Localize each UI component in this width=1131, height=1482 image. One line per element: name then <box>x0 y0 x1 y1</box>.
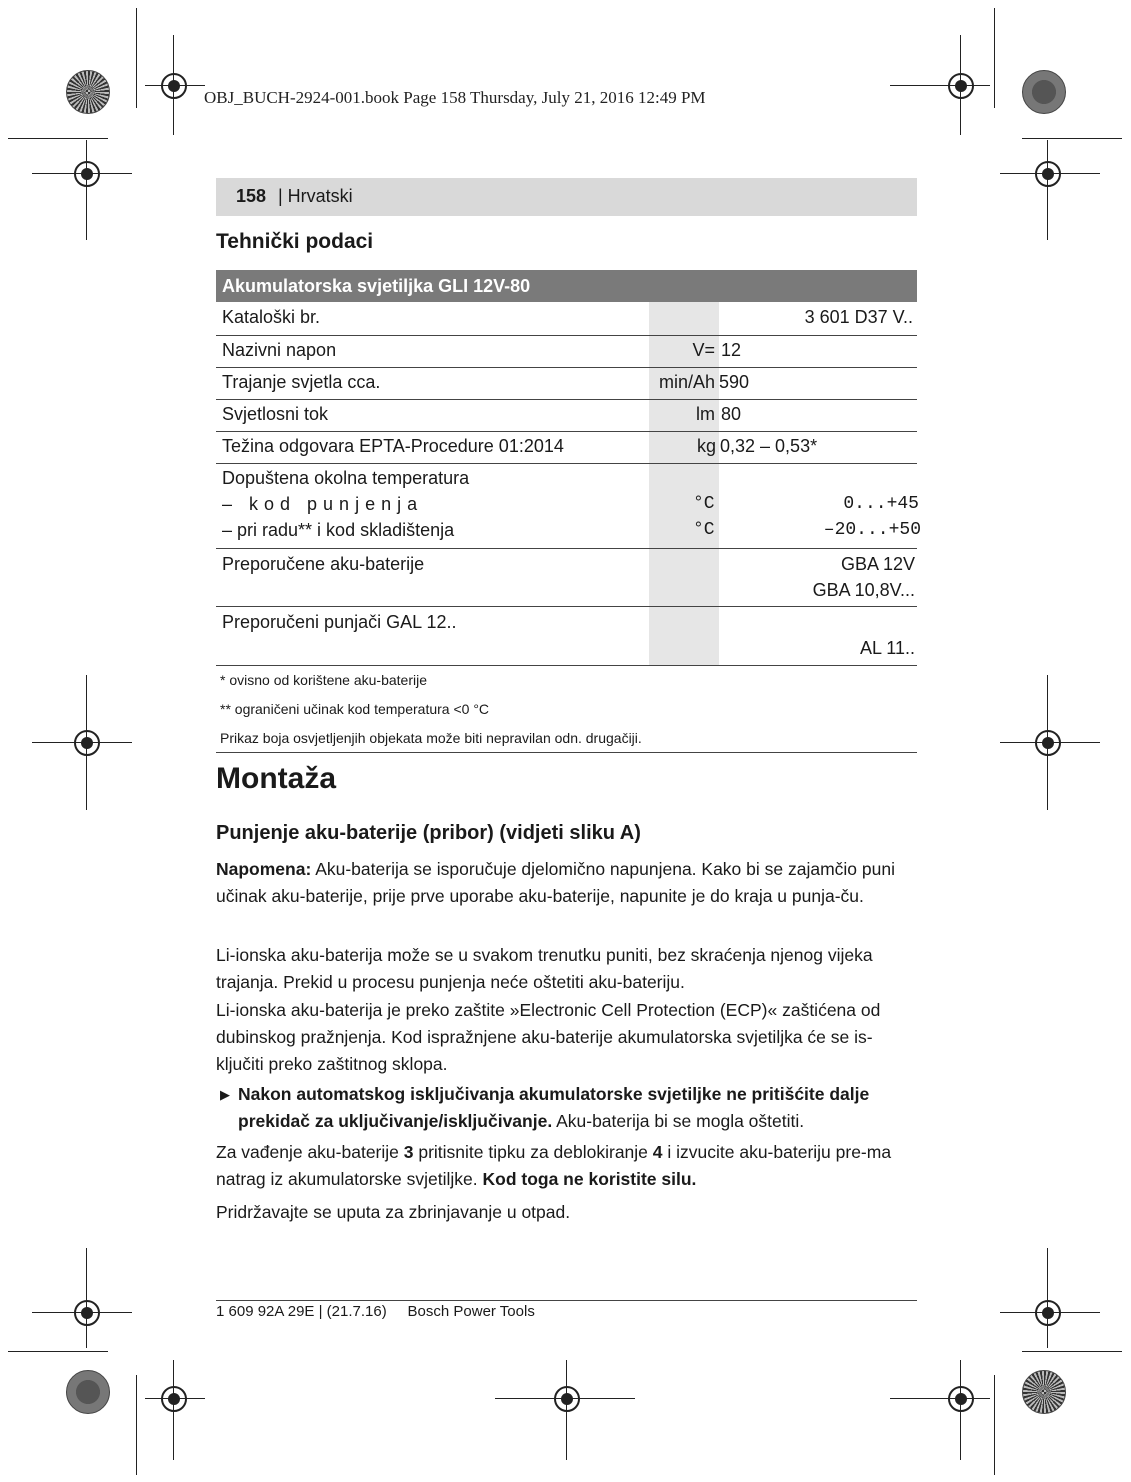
batteries-label: Preporučene aku-baterije <box>222 554 425 574</box>
chargers-value: AL 11.. <box>859 638 915 658</box>
operating-unit: °C <box>693 520 715 540</box>
table-row-unit: min/Ah <box>658 372 715 392</box>
charging-value: 0...+45 <box>843 494 919 514</box>
table-row-label: Kataloški br. <box>222 307 321 327</box>
table-row-unit: V= <box>692 340 715 360</box>
table-row-unit: kg <box>696 436 716 456</box>
table-header <box>216 270 917 302</box>
table-row-value: 12 <box>721 340 742 360</box>
batteries-value-1: GBA 12V <box>840 554 915 574</box>
crosshair-icon <box>161 73 187 99</box>
subsection-heading: Punjenje aku-baterije (pribor) (vidjeti sliku A) <box>216 822 641 844</box>
temperature-label: Dopuštena okolna temperatura <box>222 468 470 488</box>
footnote: Prikaz boja osvjetljenjih objekata može biti nepravilan odn. drugačiji. <box>220 730 642 746</box>
table-divider <box>216 463 917 464</box>
crosshair-icon <box>1035 161 1061 187</box>
note-text: Aku-baterija se isporučuje djelomično napunjena. Kako bi se zajamčio puni učinak aku-baterije, prije prve uporabe aku-baterije, napunite je do kraja u punja-ču. <box>216 859 895 906</box>
page-language: | Hrvatski <box>278 186 353 206</box>
paragraph: Pridržavajte se uputa za zbrinjavanje u otpad. <box>216 1202 571 1222</box>
tech-data-heading: Tehnički podaci <box>216 230 374 253</box>
color-bar-icon <box>1022 70 1066 114</box>
table-row-value: 3 601 D37 V.. <box>804 307 913 327</box>
table-row-value: 0,32 – 0,53* <box>720 436 818 456</box>
table-divider <box>216 548 917 549</box>
section-heading: Montaža <box>216 762 336 795</box>
crosshair-icon <box>74 730 100 756</box>
crosshair-icon <box>948 1386 974 1412</box>
note-label: Napomena: <box>216 859 312 879</box>
crosshair-icon <box>74 161 100 187</box>
paragraph: Li-ionska aku-baterija je preko zaštite »Electronic Cell Protection (ECP)« zaštićena od dubinskog pražnjenja. Kod ispražnjene aku-baterije akumulatorska svjetiljka će se is-ključiti preko zaštitnog sklopa. <box>216 1000 881 1074</box>
color-bar-icon <box>1022 1370 1066 1414</box>
crosshair-icon <box>554 1386 580 1412</box>
table-row-label: Trajanje svjetla cca. <box>222 372 381 392</box>
table-row-label: Svjetlosni tok <box>222 404 329 424</box>
footnote: * ovisno od korištene aku-baterije <box>220 672 428 688</box>
table-divider <box>216 367 917 368</box>
table-divider <box>216 399 917 400</box>
table-divider <box>216 606 917 607</box>
crosshair-icon <box>1035 730 1061 756</box>
paragraph-removal <box>216 1139 917 1193</box>
warning-bold: Nakon automatskog isključivanja akumulatorske svjetiljke ne pritišćite dalje prekidač za uključivanje/isključivanje. <box>238 1084 870 1131</box>
crosshair-icon <box>1035 1300 1061 1326</box>
ref-number: 3 <box>403 1142 414 1162</box>
warning-item <box>216 1081 917 1135</box>
removal-text: Za vađenje aku-baterije <box>216 1142 404 1162</box>
table-row-label: Težina odgovara EPTA-Procedure 01:2014 <box>222 436 564 456</box>
chargers-label: Preporučeni punjači GAL 12.. <box>222 612 457 632</box>
bullet-icon: ▶ <box>220 1087 230 1102</box>
warning-text: Aku-baterija bi se mogla oštetiti. <box>552 1111 805 1131</box>
table-row-label: Nazivni napon <box>222 340 337 360</box>
table-divider <box>216 665 917 666</box>
table-row-value: 80 <box>721 404 742 424</box>
operating-value: –20...+50 <box>823 520 921 540</box>
page-band <box>216 178 917 216</box>
table-divider <box>216 335 917 336</box>
paragraph-note <box>216 856 917 910</box>
footnote: ** ograničeni učinak kod temperatura <0 °C <box>220 701 490 717</box>
crosshair-icon <box>161 1386 187 1412</box>
batteries-value-2: GBA 10,8V... <box>812 580 915 600</box>
charging-unit: °C <box>693 494 715 514</box>
operating-label: – pri radu** i kod skladištenja <box>222 520 455 540</box>
removal-warning: Kod toga ne koristite silu. <box>482 1169 697 1189</box>
footer-divider <box>216 1300 917 1301</box>
book-header: OBJ_BUCH-2924-001.book Page 158 Thursday, July 21, 2016 12:49 PM <box>204 88 706 107</box>
charging-label: – kod punjenja <box>222 494 424 514</box>
page-footer: 1 609 92A 29E | (21.7.16) Bosch Power Tools <box>216 1303 535 1320</box>
table-row-value: 590 <box>719 372 750 392</box>
ref-number: 4 <box>652 1142 663 1162</box>
page-number: 158 <box>236 186 267 206</box>
removal-text: i izvucite aku-bateriju pre-ma natrag iz akumulatorske svjetiljke. <box>216 1142 892 1189</box>
crosshair-icon <box>948 73 974 99</box>
color-bar-icon <box>66 1370 110 1414</box>
paragraph: Li-ionska aku-baterija može se u svakom trenutku puniti, bez skraćenja njenog vijeka trajanja. Prekid u procesu punjenja neće oštetiti aku-bateriju. <box>216 945 873 992</box>
table-row-unit: lm <box>696 404 715 424</box>
footnote-divider <box>216 752 917 753</box>
table-divider <box>216 431 917 432</box>
crosshair-icon <box>74 1300 100 1326</box>
table-title: Akumulatorska svjetiljka GLI 12V-80 <box>222 276 531 296</box>
removal-text: pritisnite tipku za deblokiranje <box>413 1142 653 1162</box>
color-bar-icon <box>66 70 110 114</box>
